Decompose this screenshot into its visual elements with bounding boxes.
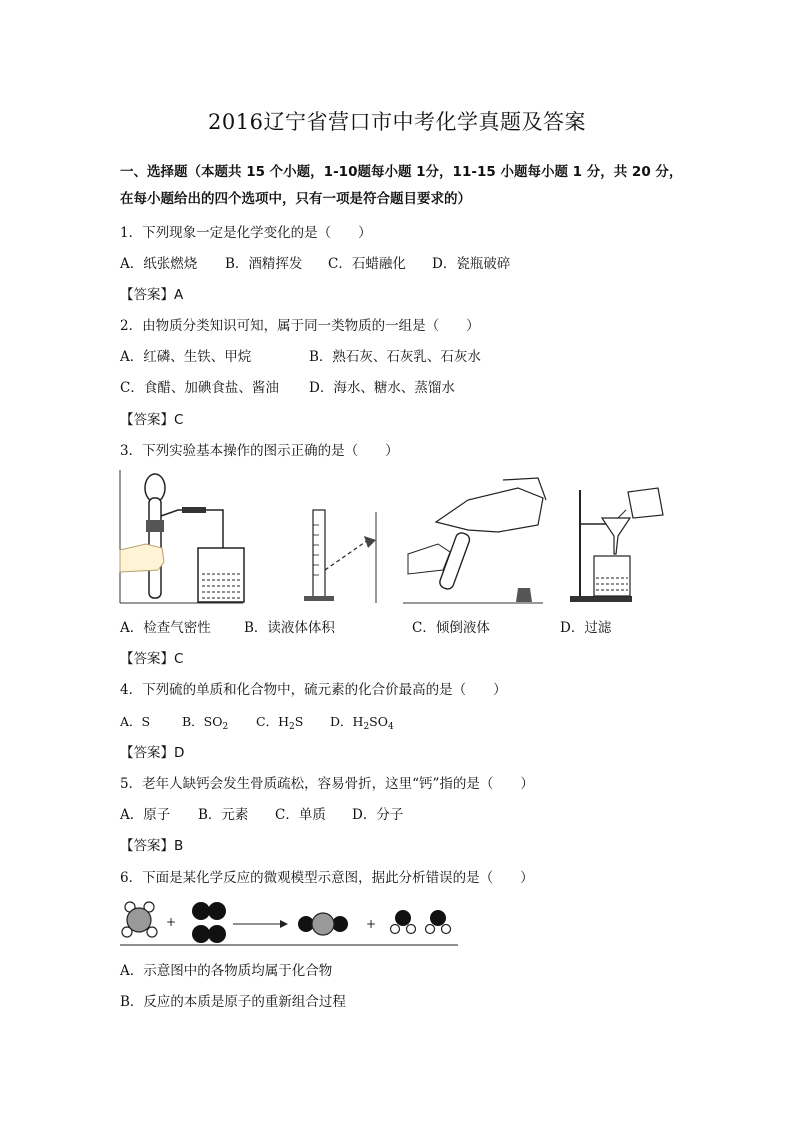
q3-option-b: B．读液体体积	[244, 620, 335, 636]
q4-option-b-text: B．SO	[182, 714, 223, 729]
q2-option-b: B．熟石灰、石灰乳、石灰水	[309, 349, 481, 365]
q5-answer	[120, 837, 183, 855]
reactant-molecule-1	[122, 902, 157, 937]
answer-label: 【答案】	[120, 838, 174, 854]
q1-answer-value: A	[174, 287, 184, 303]
q4-option-d-mid: SO	[369, 714, 388, 729]
plus-sign-1: +	[166, 915, 177, 929]
q6-reaction-diagram	[118, 898, 463, 950]
section-heading-line2: 在每小题给出的四个选项中，只有一项是符合题目要求的）	[120, 191, 471, 207]
answer-label: 【答案】	[120, 287, 174, 303]
q2-options-row2	[120, 379, 455, 397]
q5-answer-value: B	[174, 838, 184, 854]
q3-apparatus-figure	[118, 470, 678, 610]
product-molecule-2	[391, 910, 451, 934]
q4-option-c-sub: 2	[288, 722, 295, 732]
q3-option-d: D．过滤	[560, 620, 612, 636]
q6-option-a: A．示意图中的各物质均属于化合物	[120, 963, 333, 979]
answer-label: 【答案】	[120, 745, 174, 761]
figure-b-reading-volume	[304, 510, 376, 603]
answer-label: 【答案】	[120, 651, 174, 667]
reaction-arrow-icon	[280, 920, 288, 928]
q4-option-b-sub: 2	[222, 722, 229, 732]
q4-option-c-suffix: S	[294, 714, 304, 729]
q4-option-c-text: C．H	[256, 714, 289, 729]
q3-option-a: A．检查气密性	[120, 620, 211, 636]
q1-option-d: D．瓷瓶破碎	[432, 256, 511, 272]
plus-sign-2: +	[366, 917, 377, 931]
q3-answer-value: C	[174, 651, 184, 667]
q5-option-b: B．元素	[198, 807, 249, 823]
q4-option-d-sub1: 2	[363, 722, 370, 732]
q2-answer	[120, 411, 183, 429]
q4-options	[120, 713, 394, 736]
section-heading-line1: 一、选择题（本题共 15 个小题，1-10题每小题 1分，11-15 小题每小题 1 分，共 20 分，	[120, 164, 683, 180]
q1-option-c: C．石蜡融化	[328, 256, 406, 272]
q4-option-d-text: D．H	[330, 714, 364, 729]
product-molecule-1	[298, 913, 348, 935]
q6-stem: 6．下面是某化学反应的微观模型示意图，据此分析错误的是（ ）	[120, 870, 534, 886]
q2-answer-value: C	[174, 412, 184, 428]
q4-stem: 4．下列硫的单质和化合物中，硫元素的化合价最高的是（ ）	[120, 682, 507, 698]
q4-option-d-sub2: 4	[387, 722, 394, 732]
q4-option-b	[182, 713, 256, 736]
q5-option-a: A．原子	[120, 807, 171, 823]
q3-option-c: C．倾倒液体	[412, 620, 490, 636]
q4-answer	[120, 744, 184, 762]
q3-stem: 3．下列实验基本操作的图示正确的是（ ）	[120, 443, 399, 459]
page-title: 2016辽宁省营口市中考化学真题及答案	[208, 110, 586, 134]
q3-options	[120, 619, 611, 637]
q4-option-c	[256, 713, 330, 736]
q2-option-a: A．红磷、生铁、甲烷	[120, 349, 252, 365]
q4-option-a: A．S	[120, 714, 151, 729]
figure-c-pouring-liquid	[403, 478, 546, 603]
q3-answer	[120, 650, 183, 668]
figure-d-filtration	[570, 488, 663, 602]
q2-option-d: D．海水、糖水、蒸馏水	[309, 380, 455, 396]
q1-option-b: B．酒精挥发	[225, 256, 303, 272]
q1-stem: 1．下列现象一定是化学变化的是（ ）	[120, 225, 372, 241]
q2-stem: 2．由物质分类知识可知，属于同一类物质的一组是（ ）	[120, 318, 480, 334]
q1-option-a: A．纸张燃烧	[120, 256, 198, 272]
q6-option-b: B．反应的本质是原子的重新组合过程	[120, 994, 346, 1010]
q5-options	[120, 806, 403, 824]
q5-stem: 5．老年人缺钙会发生骨质疏松，容易骨折，这里“钙”指的是（ ）	[120, 776, 534, 792]
q2-options-row1	[120, 348, 481, 366]
q4-answer-value: D	[174, 745, 185, 761]
q5-option-c: C．单质	[275, 807, 326, 823]
q4-option-d	[330, 713, 394, 736]
figure-a-airtightness-check	[120, 470, 244, 603]
answer-label: 【答案】	[120, 412, 174, 428]
q1-options	[120, 255, 510, 273]
q5-option-d: D．分子	[352, 807, 404, 823]
reactant-molecule-2	[192, 902, 226, 943]
q1-answer	[120, 286, 183, 304]
q2-option-c: C．食醋、加碘食盐、酱油	[120, 380, 279, 396]
